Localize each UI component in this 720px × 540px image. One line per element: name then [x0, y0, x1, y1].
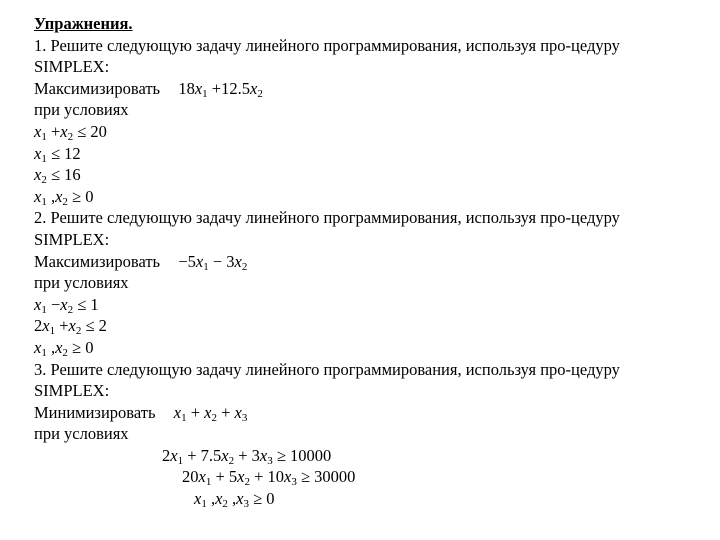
ex3-constraint-1: $2x_1 + 7.5x_2 + 3x_3 \ge 10000$ — [162, 445, 332, 467]
ex1-method: SIMPLEX: — [34, 57, 110, 77]
ex3-constraint-2: $20x_1 + 5x_2 + 10x_3 \ge 30000$ — [182, 467, 356, 489]
ex2-constraint-1: $x_1 -x_2 \le 1$ — [34, 294, 99, 316]
ex2-objective-line — [34, 251, 714, 273]
ex2-constraint-2: $2x_1 +x_2 \le 2$ — [34, 316, 107, 338]
ex1-constraint-3: $x_2 \le 16$ — [34, 165, 81, 187]
page-title: Упражнения. — [34, 14, 133, 33]
ex1-objective-line — [34, 78, 714, 100]
ex2-method: SIMPLEX: — [34, 229, 110, 249]
ex1-constraint-1: $x_1 +x_2 \le 20$ — [34, 121, 107, 143]
ex2-conditions-label: при условиях — [34, 273, 129, 293]
ex3-method: SIMPLEX: — [34, 381, 110, 401]
ex3-objective: $x_1 + x_2 + x_3$ — [173, 402, 248, 424]
ex3-conditions-label: при условиях — [34, 424, 129, 444]
ex2-objective-label: Максимизировать — [34, 251, 161, 271]
ex3-objective-label: Минимизировать — [34, 402, 156, 422]
ex1-objective-label: Максимизировать — [34, 78, 161, 98]
ex3-constraint-3: $x_1$ $,x_2$ $,x_3 \ge 0$ — [194, 489, 275, 511]
ex1-constraint-4: $x_1$ $,x_2 \ge 0$ — [34, 186, 94, 208]
exercise-page — [34, 13, 714, 510]
ex1-intro: 1. Решите следующую задачу линейного программирования, используя про-цедуру — [34, 35, 620, 55]
ex1-constraint-2: $x_1 \le 12$ — [34, 143, 81, 165]
ex1-objective: $18x_1 +12.5x_2$ — [178, 78, 263, 100]
ex3-objective-line — [34, 402, 714, 424]
ex2-intro: 2. Решите следующую задачу линейного программирования, используя про-цедуру — [34, 208, 620, 228]
ex3-intro: 3. Решите следующую задачу линейного программирования, используя про-цедуру — [34, 359, 620, 379]
ex1-conditions-label: при условиях — [34, 100, 129, 120]
ex2-constraint-3: $x_1$ $,x_2 \ge 0$ — [34, 337, 94, 359]
ex2-objective: $-5x_1 - 3x_2$ — [178, 251, 248, 273]
